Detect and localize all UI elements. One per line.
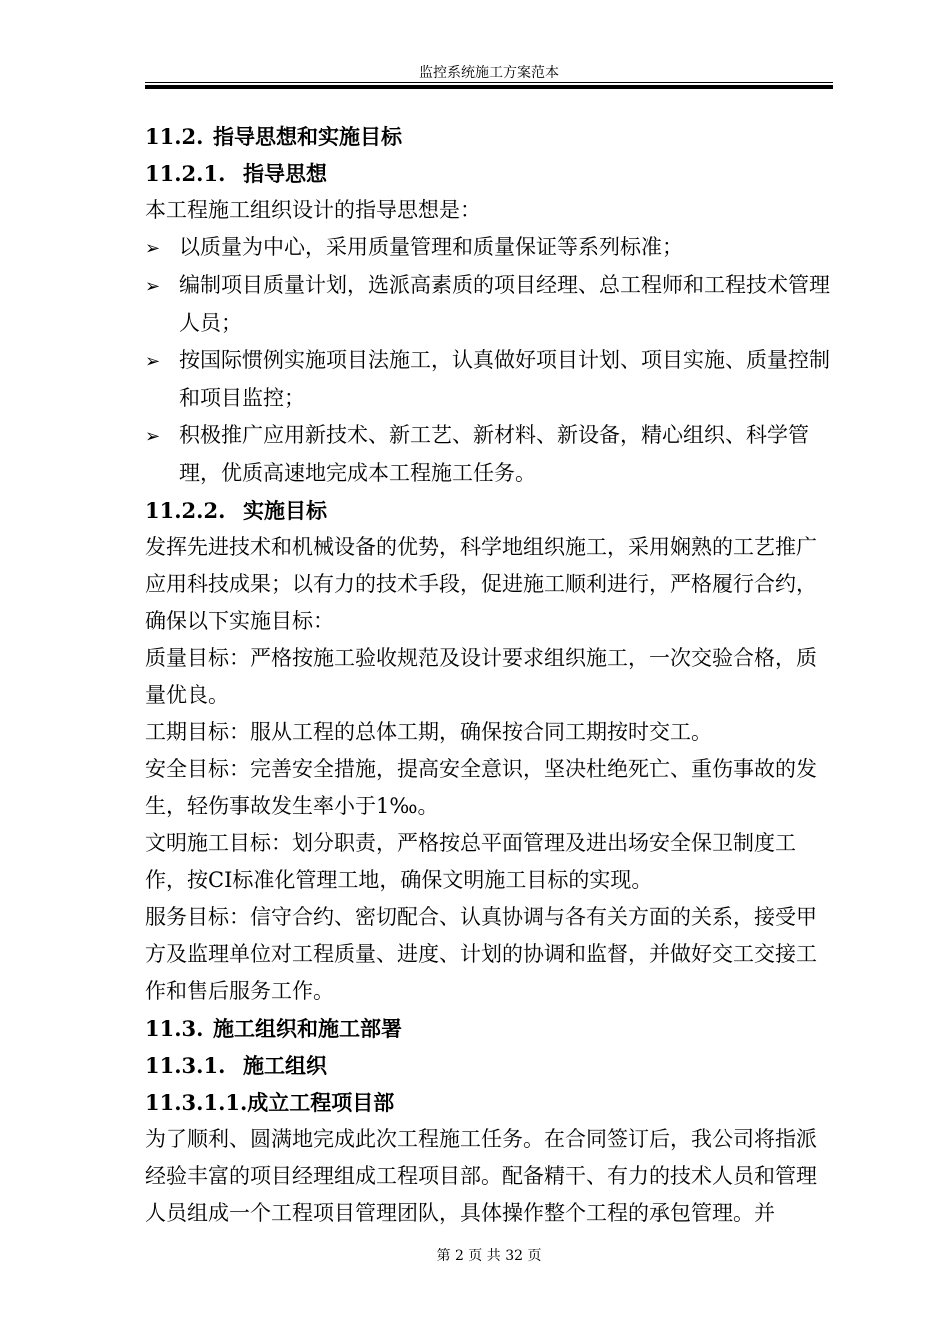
heading-11-2 bbox=[145, 118, 833, 155]
project-department-paragraph: 为了顺利、圆满地完成此次工程施工任务。在合同签订后，我公司将指派经验丰富的项目经理组成工程项目部。配备精干、有力的技术人员和管理人员组成一个工程项目管理团队，具体操作整个工程的承包管理。并 bbox=[145, 1127, 817, 1225]
bullet-text: 编制项目质量计划，选派高素质的项目经理、总工程师和工程技术管理人员； bbox=[179, 273, 830, 335]
goals-intro-paragraph: 发挥先进技术和机械设备的优势，科学地组织施工，采用娴熟的工艺推广应用科技成果；以有力的技术手段，促进施工顺利进行，严格履行合约，确保以下实施目标： bbox=[145, 535, 817, 633]
page-footer: 第 2 页 共 32 页 bbox=[436, 1248, 542, 1264]
arrow-bullet-icon: ➢ bbox=[145, 426, 161, 447]
heading-title: 施工组织和施工部署 bbox=[213, 1016, 402, 1041]
heading-number: 11.2.2. bbox=[145, 498, 226, 523]
goal-service: 服务目标：信守合约、密切配合、认真协调与各有关方面的关系，接受甲方及监理单位对工程质量、进度、计划的协调和监督，并做好交工交接工作和售后服务工作。 bbox=[145, 905, 817, 1003]
bullet-text: 积极推广应用新技术、新工艺、新材料、新设备，精心组织、科学管理，优质高速地完成本工程施工任务。 bbox=[179, 423, 809, 485]
heading-title: 实施目标 bbox=[243, 498, 327, 523]
arrow-bullet-icon: ➢ bbox=[145, 238, 161, 259]
heading-title: 施工组织 bbox=[243, 1053, 327, 1078]
heading-number: 11.3.1. bbox=[145, 1053, 226, 1078]
goal-safety: 安全目标：完善安全措施，提高安全意识，坚决杜绝死亡、重伤事故的发生，轻伤事故发生率小于1‰。 bbox=[145, 757, 817, 818]
header-rule-thick bbox=[145, 85, 833, 89]
bullet-item bbox=[145, 342, 833, 417]
heading-title: 指导思想和实施目标 bbox=[213, 124, 402, 149]
intro-paragraph: 本工程施工组织设计的指导思想是： bbox=[145, 198, 481, 222]
arrow-bullet-icon: ➢ bbox=[145, 351, 161, 372]
header-rule-thin bbox=[145, 82, 833, 83]
bullet-item bbox=[145, 267, 833, 342]
goal-schedule: 工期目标：服从工程的总体工期，确保按合同工期按时交工。 bbox=[145, 720, 712, 744]
heading-11-3 bbox=[145, 1010, 833, 1047]
page-header: 监控系统施工方案范本 bbox=[419, 65, 559, 81]
bullet-item bbox=[145, 229, 833, 267]
arrow-bullet-icon: ➢ bbox=[145, 276, 161, 297]
document-body bbox=[145, 118, 833, 1232]
heading-11-2-2 bbox=[145, 492, 833, 529]
heading-number: 11.2. bbox=[145, 124, 204, 149]
heading-number: 11.2.1. bbox=[145, 161, 226, 186]
goal-civilized-construction: 文明施工目标：划分职责，严格按总平面管理及进出场安全保卫制度工作，按CI标准化管理工地，确保文明施工目标的实现。 bbox=[145, 831, 796, 892]
bullet-text: 按国际惯例实施项目法施工，认真做好项目计划、项目实施、质量控制和项目监控； bbox=[179, 348, 830, 410]
heading-11-2-1 bbox=[145, 155, 833, 192]
goal-quality: 质量目标：严格按施工验收规范及设计要求组织施工，一次交验合格，质量优良。 bbox=[145, 646, 817, 707]
heading-11-3-1-1: 11.3.1.1.成立工程项目部 bbox=[145, 1090, 395, 1115]
bullet-text: 以质量为中心，采用质量管理和质量保证等系列标准； bbox=[179, 235, 683, 259]
heading-title: 指导思想 bbox=[243, 161, 327, 186]
heading-11-3-1 bbox=[145, 1047, 833, 1084]
heading-number: 11.3. bbox=[145, 1016, 204, 1041]
bullet-item bbox=[145, 417, 833, 492]
